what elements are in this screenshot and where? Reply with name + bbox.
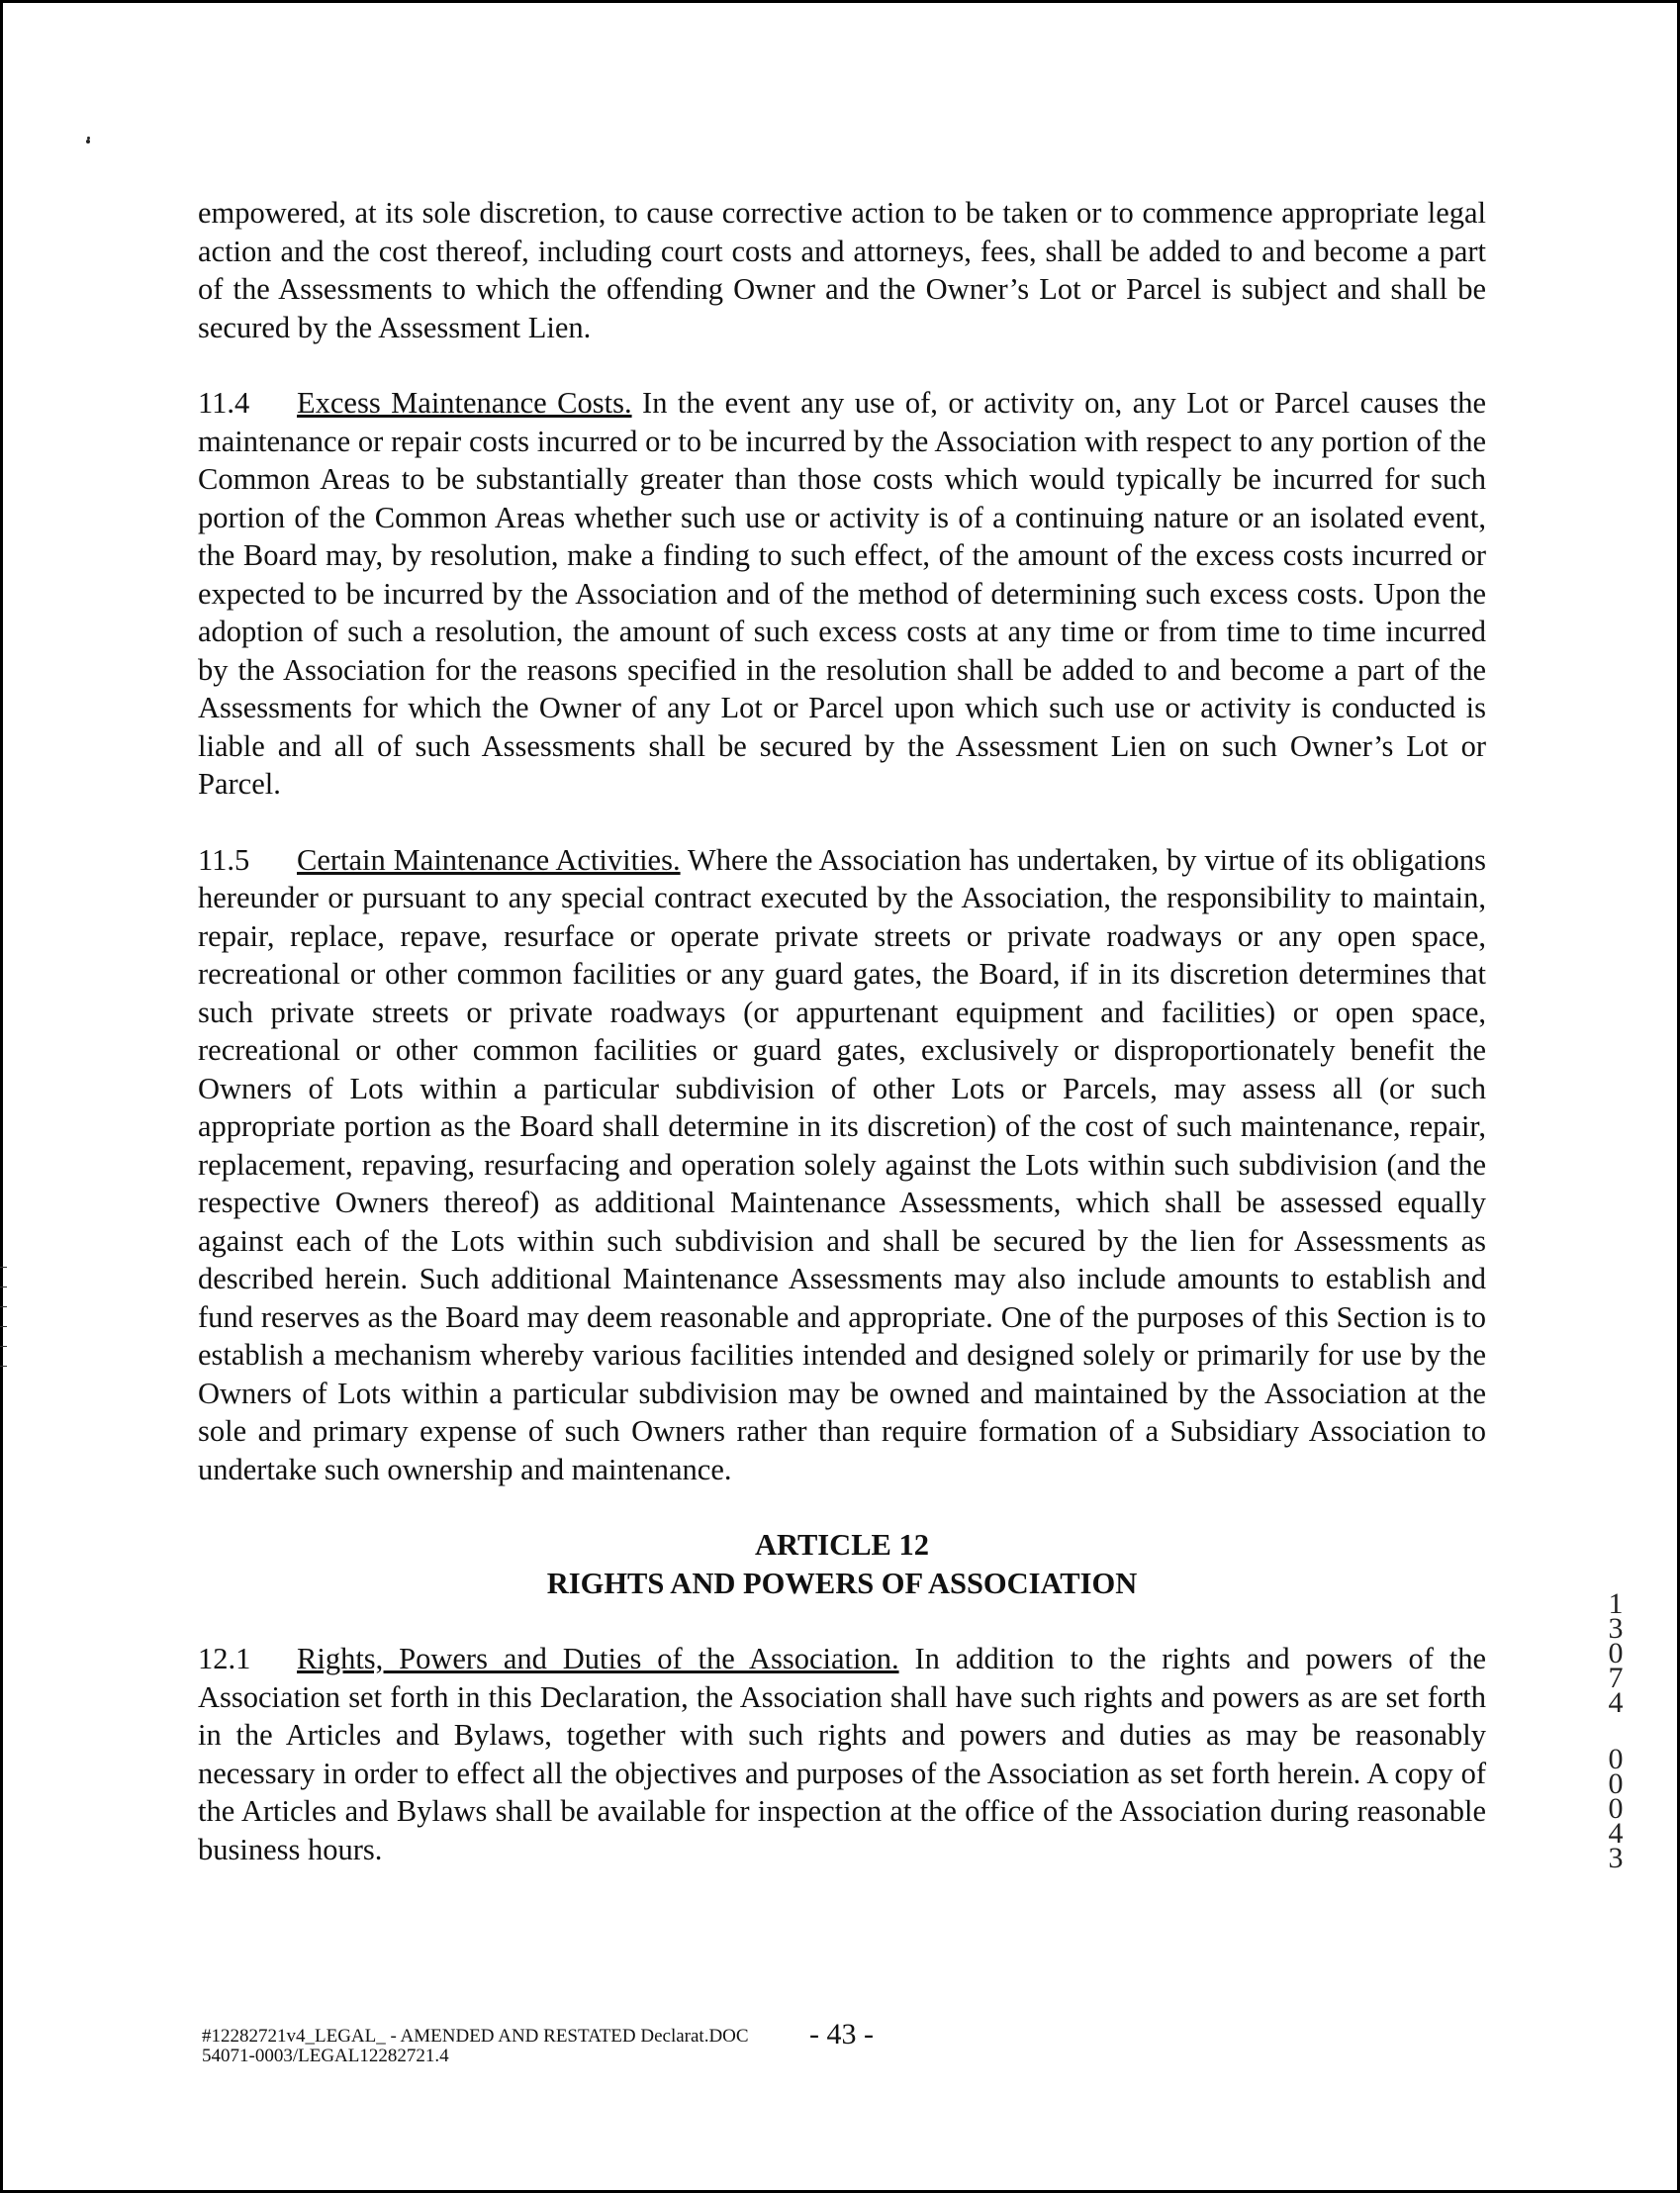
stamp-digit: 4 — [1608, 1686, 1624, 1719]
section-title: Rights, Powers and Duties of the Association. — [297, 1642, 899, 1675]
document-body — [198, 194, 1486, 1906]
article-number: ARTICLE 12 — [754, 1528, 930, 1562]
section-text: Where the Association has undertaken, by virtue of its obligations hereunder or pursuant to any special contract executed by the Association, the responsibility to maintain, repair, replace, repave, resurface or operate private streets or private roadways or any open space, recreational or other common facilities or any guard gates, the Board, if in its discretion determines that such private streets or private roadways (or appurtenant equipment and facilities) or open space, recreational or other common facilities or guard gates, exclusively or disproportionately benefit the Owners of Lots within a particular subdivision of other Lots or Parcels, may assess all (or such appropriate portion as the Board shall determine in its discretion) of the cost of such maintenance, repair, replacement, repaving, resurfacing and operation solely against the Lots within such subdivision (and the respective Owners thereof) as additional Maintenance Assessments, which shall be assessed equally against each of the Lots within such subdivision and shall be secured by the lien for Assessments as described herein. Such additional Maintenance Assessments may also include amounts to establish and fund reserves as the Board may deem reasonable and appropriate. One of the purposes of this Section is to establish a mechanism whereby various facilities intended and designed solely or primarily for use by the Owners of Lots within a particular subdivision may be owned and maintained by the Association at the sole and primary expense of such Owners rather than require formation of a Subsidiary Association to undertake such ownership and maintenance. — [198, 842, 1486, 1486]
stamp-digit: 3 — [1608, 1612, 1624, 1645]
page-top-border — [0, 0, 1680, 3]
scan-speck — [86, 140, 90, 143]
article-title: RIGHTS AND POWERS OF ASSOCIATION — [546, 1566, 1138, 1600]
margin-tick — [0, 1346, 7, 1347]
section-number: 11.4 — [198, 386, 250, 420]
section-text: In the event any use of, or activity on, any Lot or Parcel causes the maintenance or repair costs incurred or to be incurred by the Association with respect to any portion of the Common Areas to be substantially greater than those costs which would typically be incurred for such portion of the Common Areas whether such use or activity is of a continuing nature or an isolated event, the Board may, by resolution, make a finding to such effect, of the amount of the excess costs incurred or expected to be incurred by the Association and of the method of determining such excess costs. Upon the adoption of such a resolution, the amount of such excess costs at any time or from time to time incurred by the Association for the reasons specified in the resolution shall be added to and become a part of the Assessments for which the Owner of any Lot or Parcel upon which such use or activity is conducted is liable and all of such Assessments shall be secured by the Assessment Lien on such Owner’s Lot or Parcel. — [198, 386, 1486, 801]
section-text: In addition to the rights and powers of the Association set forth in this Declaration, the Association shall have such rights and powers as are set forth in the Articles and Bylaws, together with such rights and powers and duties as may be reasonably necessary in order to effect all the objectives and purposes of the Association as set forth herein. A copy of the Articles and Bylaws shall be available for inspection at the office of the Association during reasonable business hours. — [198, 1642, 1486, 1866]
paragraph-continued: empowered, at its sole discretion, to cause corrective action to be taken or to commence appropriate legal action and the cost thereof, including court costs and attorneys, fees, shall be added to and become a part of the Assessments to which the offending Owner and the Owner’s Lot or Parcel is subject and shall be secured by the Assessment Lien. — [198, 196, 1486, 344]
page-left-border — [0, 0, 3, 2193]
footer-matter-id: 54071-0003/LEGAL12282721.4 — [202, 2046, 449, 2066]
margin-tick — [0, 1267, 7, 1268]
margin-tick — [0, 1306, 7, 1307]
section-12-1 — [198, 1640, 1486, 1868]
margin-tick — [0, 1326, 7, 1327]
stamp-digit: 0 — [1608, 1637, 1624, 1669]
stamp-digit: 7 — [1608, 1662, 1624, 1694]
stamp-digit: 0 — [1608, 1743, 1624, 1775]
margin-tick — [0, 1366, 7, 1367]
section-11-5 — [198, 841, 1486, 1489]
section-11-4 — [198, 384, 1486, 804]
section-title: Certain Maintenance Activities. — [297, 842, 681, 877]
section-number: 11.5 — [198, 842, 250, 877]
stamp-digit: 0 — [1608, 1767, 1624, 1800]
section-title: Excess Maintenance Costs. — [297, 386, 632, 420]
footer-doc-id: #12282721v4_LEGAL_ - AMENDED AND RESTATED Declarat.DOC — [202, 2026, 749, 2047]
stamp-digit: 0 — [1608, 1792, 1624, 1825]
section-number: 12.1 — [198, 1642, 251, 1675]
recording-stamp — [1601, 1587, 1631, 1874]
article-heading — [198, 1526, 1486, 1602]
stamp-digit: 1 — [1608, 1587, 1624, 1620]
stamp-digit: 3 — [1608, 1842, 1624, 1874]
stamp-digit: 4 — [1608, 1817, 1624, 1850]
page-number: - 43 - — [809, 2018, 874, 2050]
